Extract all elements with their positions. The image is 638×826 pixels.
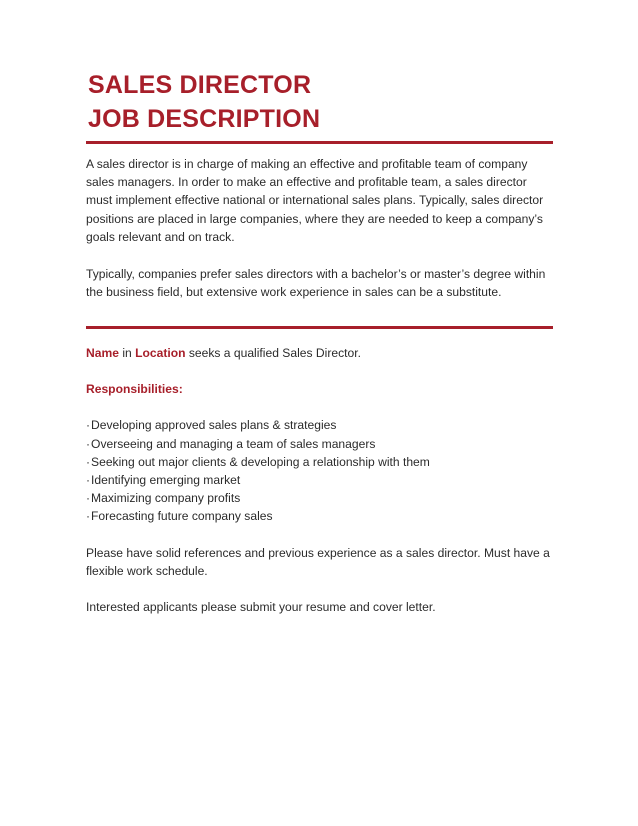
list-item-text: Identifying emerging market: [91, 473, 241, 488]
list-item: [86, 416, 556, 434]
responsibilities-heading: Responsibilities:: [86, 382, 183, 397]
list-item-text: Developing approved sales plans & strategies: [91, 418, 337, 433]
bullet: ·: [86, 509, 91, 524]
spacer: [86, 362, 556, 380]
list-item: [86, 471, 556, 489]
location-placeholder: Location: [135, 346, 186, 360]
in-text: in: [118, 346, 136, 360]
bullet: ·: [86, 491, 91, 506]
title-line-1: SALES DIRECTOR: [88, 71, 312, 99]
list-item-text: Forecasting future company sales: [91, 509, 273, 524]
list-item: [86, 453, 556, 471]
bullet: ·: [86, 473, 91, 488]
spacer: [86, 580, 556, 598]
name-placeholder: Name: [86, 346, 119, 360]
page-title: [88, 68, 320, 136]
list-item-text: Overseeing and managing a team of sales managers: [91, 436, 376, 451]
top-divider: [86, 141, 553, 144]
posting-section: [86, 344, 556, 616]
middle-divider: [86, 326, 553, 329]
closing-paragraph: Interested applicants please submit your resume and cover letter.: [86, 600, 436, 615]
responsibilities-list: [86, 416, 556, 525]
intro-paragraph-2: Typically, companies prefer sales directors with a bachelor’s or master’s degree within the business field, but extensive work experience in sales can be a substitute.: [86, 267, 546, 300]
bullet: ·: [86, 436, 91, 451]
bullet: ·: [86, 418, 91, 433]
bullet: ·: [86, 454, 91, 469]
posting-intro-line: [86, 344, 556, 362]
list-item-text: Maximizing company profits: [91, 491, 241, 506]
list-item: [86, 489, 556, 507]
intro-paragraph-1: A sales director is in charge of making an effective and profitable team of company sales managers. In order to make an effective and profitable team, a sales director must implement effective national or international sales plans. Typically, sales director positions are placed in large companies, where they are needed to keep a company’s goals relevant and on track.: [86, 157, 544, 244]
title-line-2: JOB DESCRIPTION: [88, 105, 321, 133]
list-item-text: Seeking out major clients & developing a relationship with them: [91, 454, 430, 469]
list-item: [86, 507, 556, 525]
intro-section: [86, 155, 556, 320]
seeks-text: seeks a qualified Sales Director.: [185, 346, 361, 360]
list-item: [86, 435, 556, 453]
requirements-paragraph: Please have solid references and previous experience as a sales director. Must have a flexible work schedule.: [86, 545, 550, 578]
spacer: [86, 526, 556, 544]
spacer: [86, 398, 556, 416]
